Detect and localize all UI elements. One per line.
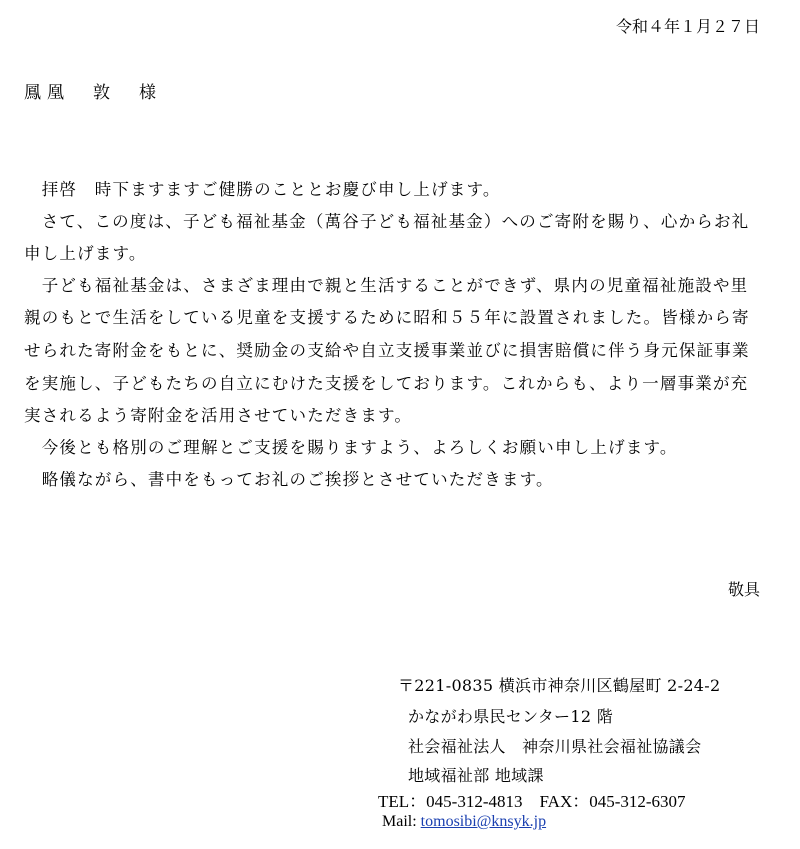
body-line: 子ども福祉基金は、さまざま理由で親と生活することができず、県内の児童福祉施設や里 (24, 276, 749, 295)
body-line: さて、この度は、子ども福祉基金（萬谷子ども福祉基金）へのご寄附を賜り、心からお礼 (24, 212, 750, 231)
sender-tel-fax: TEL：045-312-4813 FAX：045-312-6307 (378, 792, 686, 811)
body-line: を実施し、子どもたちの自立にむけた支援をしております。これからも、より一層事業が充 (24, 374, 749, 393)
body-line: 今後とも格別のご理解とご支援を賜りますよう、よろしくお願い申し上げます。 (24, 438, 678, 457)
closing-word: 敬具 (727, 580, 760, 599)
letter-date: 令和４年１月２７日 (615, 17, 760, 36)
mail-link[interactable]: tomosibi@knsyk.jp (420, 813, 547, 830)
sender-department: 地域福祉部 地域課 (408, 766, 544, 785)
body-line: 略儀ながら、書中をもってお礼のご挨拶とさせていただきます。 (24, 470, 554, 489)
sender-mail (382, 811, 546, 831)
body-line: 実されるよう寄附金を活用させていただきます。 (24, 406, 413, 425)
body-line: 親のもとで生活をしている児童を支援するために昭和５５年に設置されました。皆様から寄 (24, 308, 750, 327)
mail-label: Mail: (382, 813, 421, 830)
body-line: せられた寄附金をもとに、奨励金の支給や自立支援事業並びに損害賠償に伴う身元保証事業 (24, 341, 750, 360)
body-line: 拝啓 時下ますますご健勝のこととお慶び申し上げます。 (24, 180, 501, 199)
recipient-name: 鳳凰 敦 様 (24, 83, 162, 103)
body-line: 申し上げます。 (24, 244, 147, 263)
sender-address: 〒221-0835 横浜市神奈川区鶴屋町 2-24-2 (398, 676, 721, 695)
sender-organization: 社会福祉法人 神奈川県社会福祉協議会 (408, 737, 702, 756)
sender-building: かながわ県民センター12 階 (408, 707, 614, 726)
